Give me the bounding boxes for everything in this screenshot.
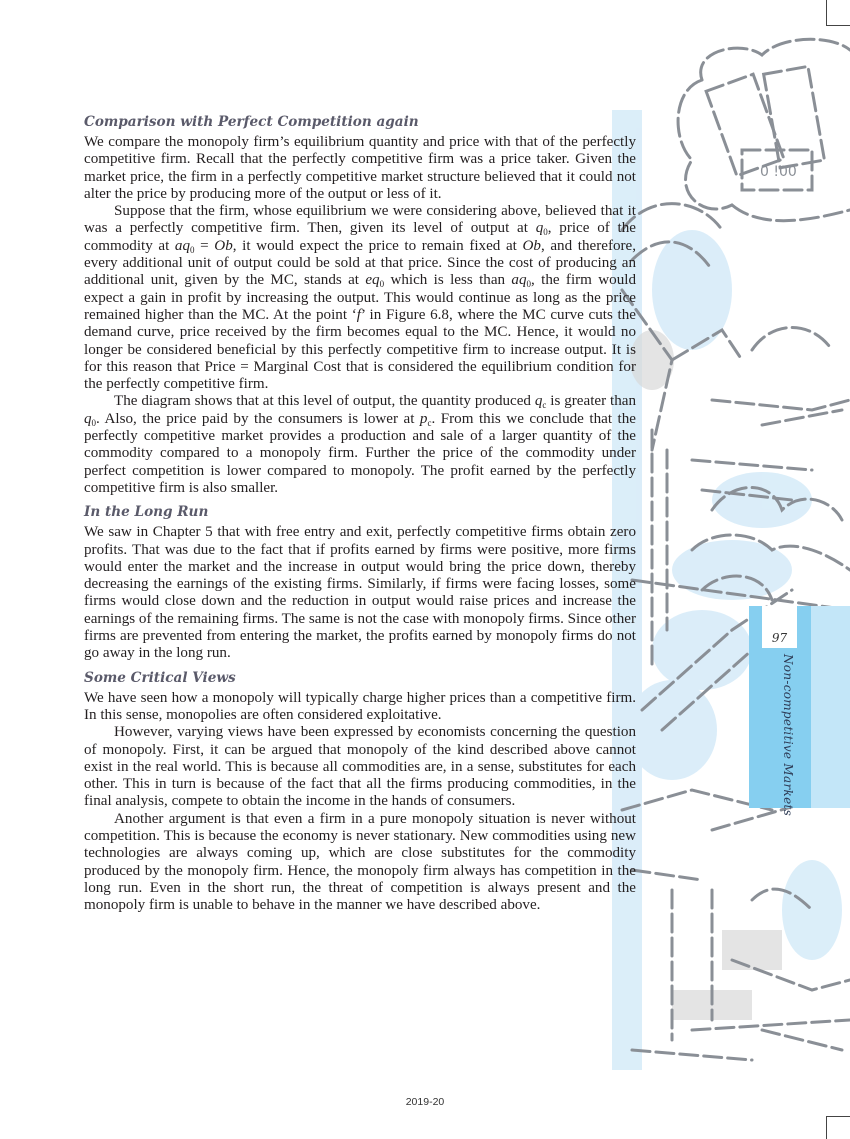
chapter-side-tab: [749, 606, 850, 817]
text-run: which is less than: [384, 272, 512, 289]
subscript: c: [427, 417, 432, 428]
text-run: Suppose that the firm, whose equilibrium we were considering above, believed that it was a perfectly competitive firm. Then, given its level of output at: [84, 203, 636, 237]
section-heading-critical-views: Some Critical Views: [84, 669, 236, 686]
decorative-illustration: [612, 30, 850, 1080]
crop-mark-bottom: [826, 1116, 850, 1139]
subscript: 0: [543, 227, 548, 238]
paragraph: However, varying views have been expressed by economists concerning the question of monopoly. First, it can be argued that monopoly of the kind described above cannot exist in the real world. This is because all commodities are, in a sense, substitutes for each other. This in turn is because of the fact that all the firms producing commodities, in the final analysis, compete to obtain the income in the hands of consumers.: [84, 724, 636, 810]
paragraph: [84, 393, 636, 497]
math-var: aq: [511, 272, 527, 289]
math-var: aq: [174, 237, 191, 254]
math-var: q: [84, 410, 92, 427]
text-run: ’ in Figure 6.8, where the MC curve cuts the demand curve, price received by the firm becomes equal to the MC. Hence, it would no longer be considered beneficial by this perfectly competitive firm to increase output. It is for this reason that Price = Marginal Cost that is considered the equilibrium condition for the perfectly competitive firm.: [84, 306, 637, 393]
subscript: c: [542, 400, 547, 411]
text-run: is greater than: [546, 393, 636, 410]
text-run: =: [194, 237, 215, 254]
text-run: , it would expect the price to remain fixed at: [232, 237, 523, 254]
crop-mark-top: [826, 0, 850, 26]
shopkeeper-sketch-icon: [612, 30, 850, 1080]
math-var: p: [419, 410, 428, 427]
subscript: 0: [91, 417, 97, 428]
paragraph: We compare the monopoly firm’s equilibrium quantity and price with that of the perfectly competitive firm. Recall that the perfectly competitive firm was a price taker. Given the market price, the firm in a perfectly competitive market structure believed that it could not alter the price by producing more of the output or less of it.: [84, 134, 636, 202]
math-var: q: [535, 220, 544, 237]
page-content: [84, 113, 636, 914]
text-run: , the firm would expect a gain in profit by increasing the output. This would continue as long as the price remained higher than the MC. At the point ‘: [84, 272, 636, 323]
section-heading-long-run: In the Long Run: [84, 504, 209, 521]
subscript: 0: [526, 279, 532, 290]
text-run: . Also, the price paid by the consumers is lower at: [96, 410, 420, 427]
math-var: Ob: [522, 237, 541, 254]
page-number: 97: [771, 631, 788, 645]
subscript: 0: [190, 244, 195, 255]
paragraph: We have seen how a monopoly will typically charge higher prices than a competitive firm. In this sense, monopolies are often considered exploitative.: [84, 689, 636, 723]
text-run: , and therefore, every additional unit of output could be sold at that price. Since the cost of producing an additional unit, given by the MC, stands at: [84, 237, 637, 289]
footer-year: 2019-20: [405, 1096, 445, 1108]
paragraph: Another argument is that even a firm in a pure monopoly situation is never without competition. This is because the economy is never stationary. New commodities using new technologies are always coming up, which are close substitutes for the commodity produced by the monopoly firm. Hence, the monopoly firm always has competition in the long run. Even in the short run, the threat of competition is always present and the monopoly firm is unable to behave in the manner we have described above.: [84, 810, 636, 914]
subscript: 0: [379, 279, 385, 290]
math-var: Ob: [214, 237, 233, 254]
text-run: , price of the commodity at: [84, 220, 637, 254]
chapter-title: Non-competitive Markets: [781, 654, 795, 817]
page-number-box: [762, 606, 797, 648]
section-heading-comparison: Comparison with Perfect Competition again: [84, 114, 419, 130]
text-run: The diagram shows that at this level of output, the quantity produced: [114, 393, 535, 410]
svg-text:0 !00: 0 !00: [760, 164, 797, 180]
math-var: f: [356, 306, 361, 323]
text-run: . From this we conclude that the perfectly competitive market provides a production and sale of a larger quantity of the commodity compared to a monopoly firm. Further the price of the commodity under perfect competition is lower compared to monopoly. The profit earned by the perfectly competitive firm is also smaller.: [84, 410, 636, 496]
paragraph: [84, 203, 636, 393]
math-var: q: [534, 393, 543, 410]
paragraph: We saw in Chapter 5 that with free entry and exit, perfectly competitive firms obtain zero profits. That was due to the fact that if profits earned by firms were positive, more firms would enter the market and the increase in output would bring the price down, thereby decreasing the earnings of the existing firms. Similarly, if firms were facing losses, some firms would close down and the reduction in output would raise prices and increase the earnings of the remaining firms. The same is not the case with monopoly firms. Since other firms are prevented from entering the market, the profits earned by monopoly firms do not go away in the long run.: [84, 524, 636, 662]
tab-light-band: [811, 606, 850, 808]
math-var: eq: [365, 272, 380, 289]
